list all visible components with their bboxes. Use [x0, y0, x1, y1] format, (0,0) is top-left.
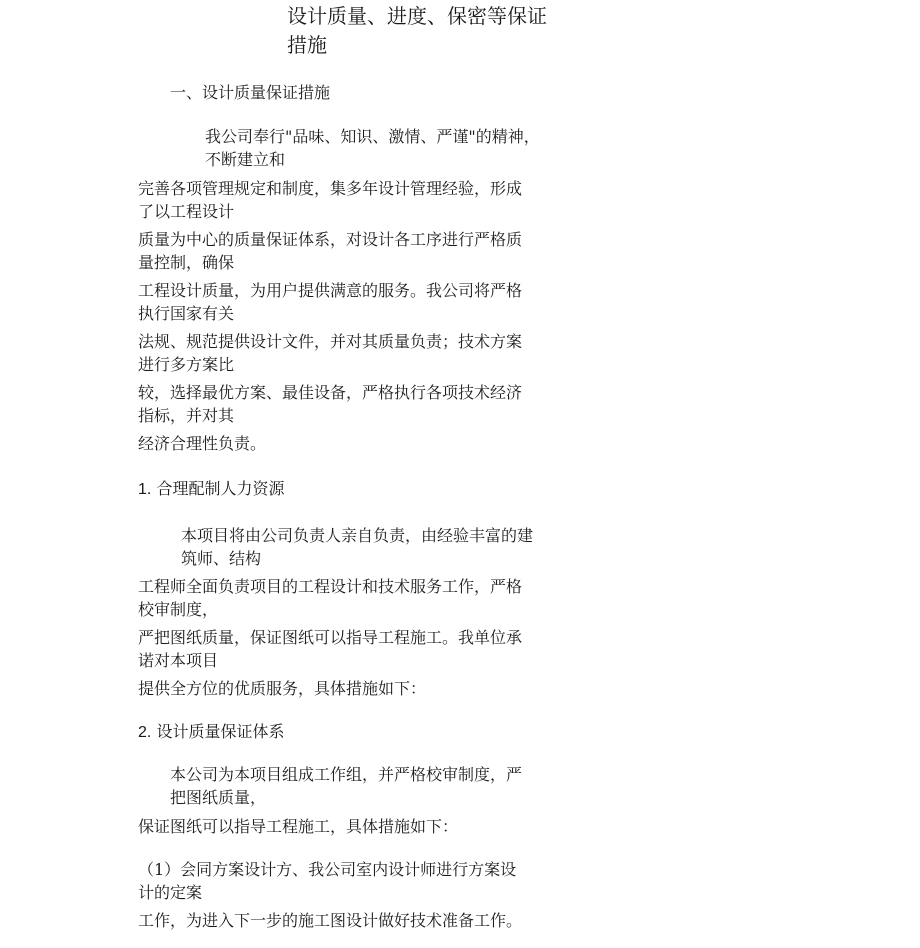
intro-line1: 我公司奉行"品味、知识、激情、严谨"的精神，: [205, 127, 540, 146]
item2-number: 2.: [138, 724, 152, 741]
document-title-line1: 设计质量、进度、保密等保证: [287, 4, 547, 28]
item1-line: 校审制度，: [138, 600, 219, 619]
para1-line: 了以工程设计: [138, 202, 235, 221]
item1-line: 筑师、结构: [181, 549, 262, 568]
section1-heading: 一、设计质量保证措施: [170, 83, 331, 102]
item1-line: 严把图纸质量，保证图纸可以指导工程施工。我单位承: [138, 628, 523, 647]
item1-heading: [138, 477, 284, 502]
item1-line: 工程师全面负责项目的工程设计和技术服务工作，严格: [138, 577, 523, 596]
para1-line: 质量为中心的质量保证体系，对设计各工序进行严格质: [138, 230, 523, 249]
sub1-line: （1）会同方案设计方、我公司室内设计师进行方案设: [138, 860, 517, 879]
item1-heading-text: 合理配制人力资源: [156, 479, 285, 498]
item1-line: 提供全方位的优质服务，具体措施如下：: [138, 679, 427, 698]
para1-line: 完善各项管理规定和制度，集多年设计管理经验，形成: [138, 179, 523, 198]
sub1-line: 工作，为进入下一步的施工图设计做好技术准备工作。: [138, 911, 523, 930]
para1-line: 进行多方案比: [138, 355, 235, 374]
item2-line: 本公司为本项目组成工作组，并严格校审制度，严: [170, 765, 523, 784]
item1-number: 1.: [138, 481, 152, 498]
item2-heading: [138, 720, 284, 745]
para1-line: 较，选择最优方案、最佳设备，严格执行各项技术经济: [138, 383, 523, 402]
item2-heading-text: 设计质量保证体系: [156, 722, 285, 741]
intro-line2: 不断建立和: [205, 150, 286, 169]
para1-line: 法规、规范提供设计文件，并对其质量负责；技术方案: [138, 332, 523, 351]
para1-line: 经济合理性负责。: [138, 434, 267, 453]
document-title-line2: 措施: [287, 33, 327, 57]
item1-line: 诺对本项目: [138, 651, 219, 670]
item1-line: 本项目将由公司负责人亲自负责，由经验丰富的建: [181, 526, 534, 545]
para1-line: 量控制，确保: [138, 253, 235, 272]
sub1-line: 计的定案: [138, 883, 203, 902]
item2-line: 保证图纸可以指导工程施工，具体措施如下：: [138, 817, 459, 836]
para1-line: 指标，并对其: [138, 406, 235, 425]
para1-line: 工程设计质量，为用户提供满意的服务。我公司将严格: [138, 281, 523, 300]
para1-line: 执行国家有关: [138, 304, 235, 323]
item2-line: 把图纸质量，: [170, 788, 267, 807]
